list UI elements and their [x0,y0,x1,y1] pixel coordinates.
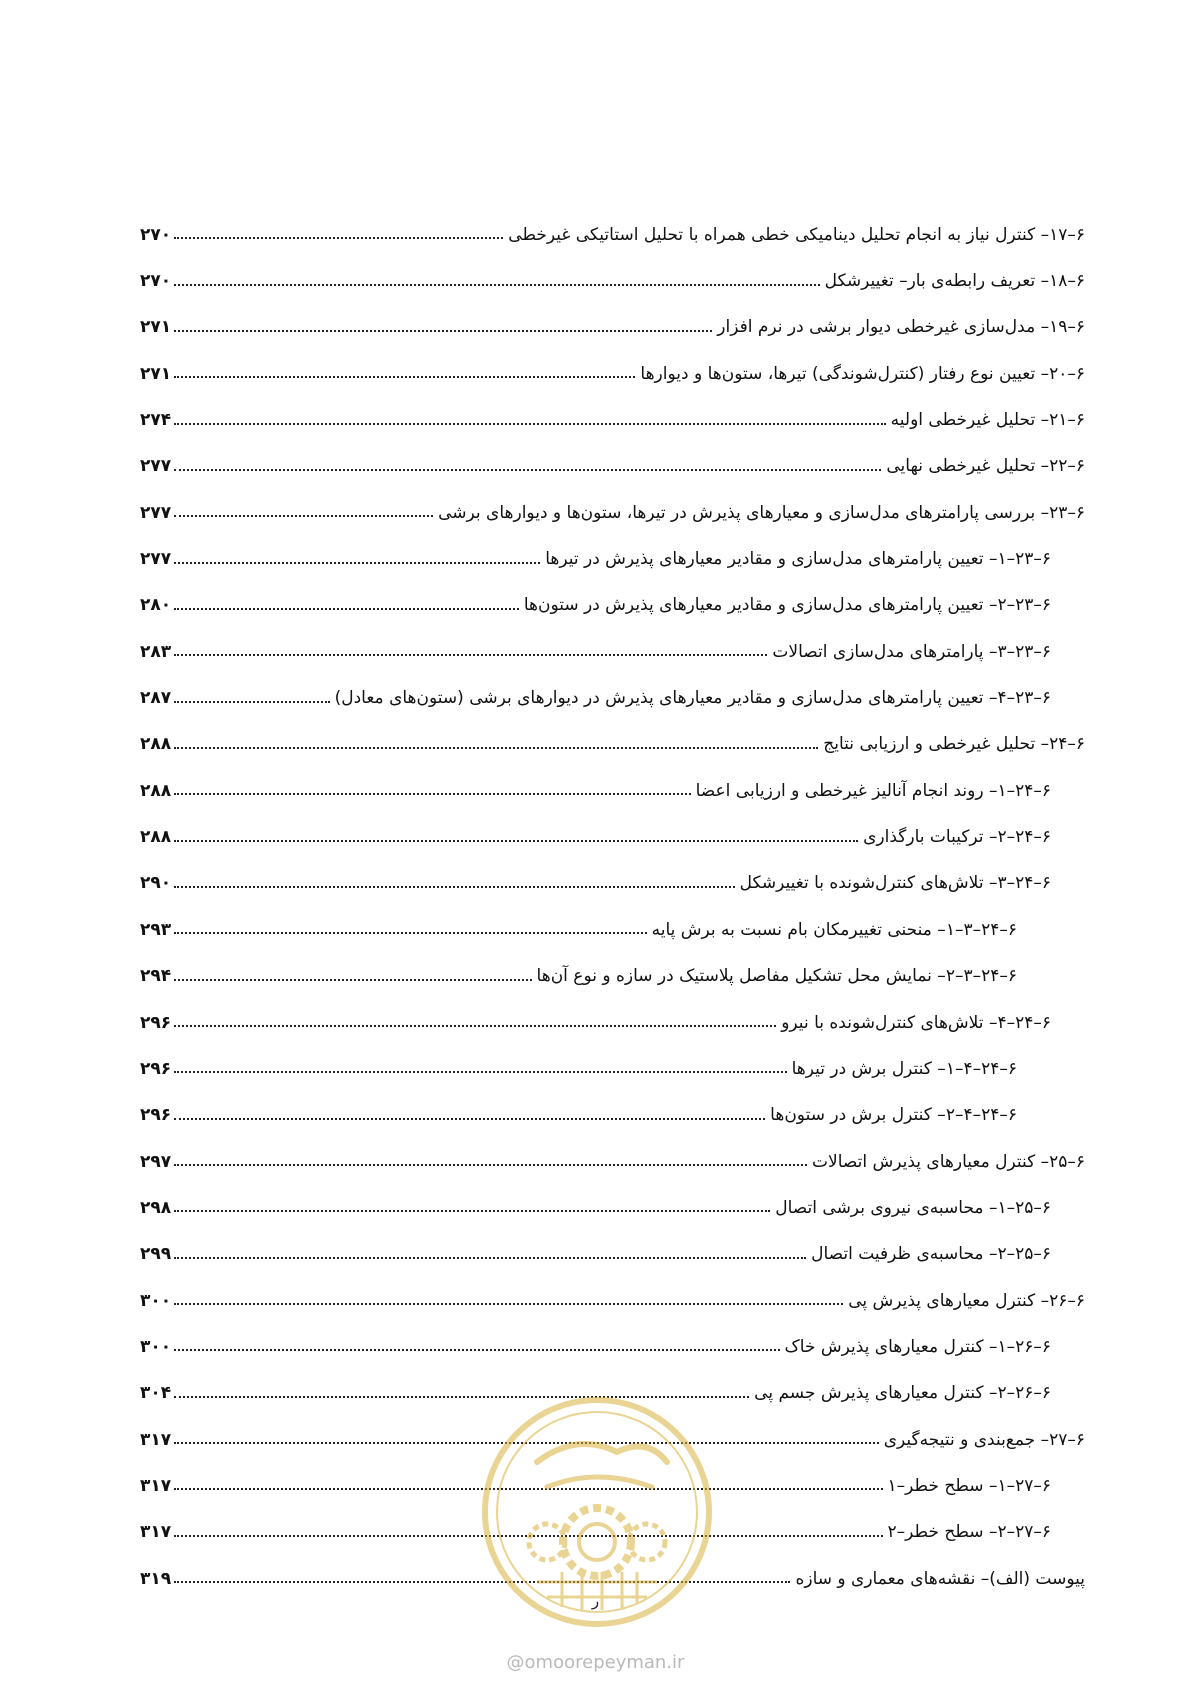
dot-leader [174,515,433,517]
dot-leader [174,1257,806,1259]
toc-entry-page: ۲۹۷ [140,1151,172,1172]
dot-leader [174,793,690,795]
toc-entry-title: ۶–۲۶–۲– کنترل معیارهای پذیرش جسم پی [754,1383,1051,1404]
dot-leader [174,1025,776,1027]
toc-entry-title: ۶–۲۷–۱– سطح خطر–۱ [887,1475,1051,1496]
toc-entry-page: ۲۸۸ [140,734,172,755]
dot-leader [174,562,540,564]
toc-entry[interactable] [140,675,1085,721]
toc-entry[interactable] [140,397,1085,443]
page-number: ر [591,1592,600,1610]
dot-leader [174,654,767,656]
dot-leader [174,1349,779,1351]
toc-entry-title: ۶–۲۷–۲– سطح خطر–۲ [887,1522,1051,1543]
toc-entry[interactable] [140,768,1085,814]
toc-entry[interactable] [140,1000,1085,1046]
toc-entry[interactable] [140,583,1085,629]
toc-entry[interactable] [140,1324,1085,1370]
toc-entry[interactable] [140,1139,1085,1185]
toc-entry-title: ۶–۲۵– کنترل معیارهای پذیرش اتصالات [812,1151,1085,1172]
dot-leader [174,979,531,981]
toc-entry[interactable] [140,258,1085,304]
toc-entry-page: ۲۸۸ [140,780,172,801]
toc-entry-page: ۲۷۱ [140,317,172,338]
toc-entry-page: ۲۷۷ [140,502,172,523]
dot-leader [174,469,881,471]
toc-entry-page: ۲۷۷ [140,456,172,477]
toc-entry-title: ۶–۲۶– کنترل معیارهای پذیرش پی [848,1290,1085,1311]
toc-entry-title: ۶–۲۱– تحلیل غیرخطی اولیه [890,410,1085,431]
toc-entry-title: ۶–۱۸– تعریف رابطه‌ی بار– تغییرشکل [824,271,1085,292]
toc-entry-title: ۶–۱۹– مدل‌سازی غیرخطی دیوار برشی در نرم افزار [717,317,1085,338]
dot-leader [174,1071,786,1073]
toc-entry-title: ۶–۲۴–۴–۱– کنترل برش در تیرها [791,1058,1017,1079]
dot-leader [174,886,734,888]
toc-entry-page: ۲۹۴ [140,966,172,987]
dot-leader [174,330,712,332]
toc-entry-page: ۲۷۰ [140,224,172,245]
toc-entry-title: ۶–۲۷– جمع‌بندی و نتیجه‌گیری [883,1429,1085,1450]
dot-leader [174,284,819,286]
toc-entry-page: ۲۸۸ [140,827,172,848]
dot-leader [174,1210,770,1212]
toc-entry-page: ۲۹۶ [140,1058,172,1079]
dot-leader [174,608,519,610]
dot-leader [174,840,858,842]
toc-entry-title: ۶–۲۵–۱– محاسبه‌ی نیروی برشی اتصال [775,1197,1051,1218]
toc-entry[interactable] [140,305,1085,351]
dot-leader [174,1118,765,1120]
toc-entry-title: ۶–۲۵–۲– محاسبه‌ی ظرفیت اتصال [811,1244,1051,1265]
toc-entry-title: ۶–۲۰– تعیین نوع رفتار (کنترل‌شوندگی) تیرها، ستون‌ها و دیوارها [640,363,1085,384]
dot-leader [174,237,503,239]
toc-entry[interactable] [140,212,1085,258]
toc-entry-page: ۳۰۰ [140,1336,172,1357]
toc-entry[interactable] [140,351,1085,397]
toc-entry-title: ۶–۲۴– تحلیل غیرخطی و ارزیابی نتایج [823,734,1085,755]
toc-entry[interactable] [140,814,1085,860]
toc-entry-page: ۳۰۰ [140,1290,172,1311]
toc-entry-title: پیوست (الف)– نقشه‌های معماری و سازه [795,1568,1085,1589]
toc-entry-title: ۶–۲۴–۳– تلاش‌های کنترل‌شونده با تغییرشکل [739,873,1051,894]
toc-entry-title: ۶–۲۴–۳–۲– نمایش محل تشکیل مفاصل پلاستیک در سازه و نوع آن‌ها [536,966,1017,987]
watermark-url: @omoorepeyman.ir [506,1652,685,1673]
toc-entry[interactable] [140,536,1085,582]
toc-entry-page: ۲۸۰ [140,595,172,616]
toc-entry[interactable] [140,444,1085,490]
dot-leader [174,932,646,934]
toc-entry[interactable] [140,1093,1085,1139]
toc-entry-title: ۶–۲۴–۴– تلاش‌های کنترل‌شونده با نیرو [781,1012,1051,1033]
dot-leader [174,701,329,703]
toc-entry-page: ۲۹۶ [140,1012,172,1033]
toc-entry-page: ۳۱۷ [140,1475,172,1496]
toc-entry[interactable] [140,1046,1085,1092]
toc-entry[interactable] [140,1185,1085,1231]
toc-entry-title: ۶–۲۲– تحلیل غیرخطی نهایی [886,456,1085,477]
toc-entry-page: ۲۷۷ [140,549,172,570]
toc-entry-page: ۲۷۱ [140,363,172,384]
dot-leader [174,1303,843,1305]
toc-entry[interactable] [140,490,1085,536]
toc-entry-page: ۳۱۷ [140,1429,172,1450]
toc-entry[interactable] [140,722,1085,768]
toc-entry[interactable] [140,629,1085,675]
toc-entry[interactable] [140,861,1085,907]
toc-entry-title: ۶–۲۳–۴– تعیین پارامترهای مدل‌سازی و مقادیر معیارهای پذیرش در دیوارهای برشی (ستون‌های معادل) [334,688,1051,709]
toc-entry-page: ۳۰۴ [140,1383,172,1404]
toc-entry[interactable] [140,954,1085,1000]
toc-entry-page: ۲۷۴ [140,410,172,431]
dot-leader [174,747,818,749]
toc-entry-page: ۳۱۹ [140,1568,172,1589]
dot-leader [174,376,635,378]
toc-entry-page: ۲۹۶ [140,1105,172,1126]
dot-leader [174,423,886,425]
toc-entry-title: ۶–۱۷– کنترل نیاز به انجام تحلیل دینامیکی خطی همراه با تحلیل استاتیکی غیرخطی [508,224,1085,245]
dot-leader [174,1164,807,1166]
toc-entry-page: ۲۹۳ [140,919,172,940]
toc-entry-page: ۳۱۷ [140,1522,172,1543]
toc-entry-page: ۲۸۷ [140,688,172,709]
toc-entry-title: ۶–۲۴–۲– ترکیبات بارگذاری [863,827,1051,848]
toc-entry-title: ۶–۲۴–۳–۱– منحنی تغییرمکان بام نسبت به برش پایه [651,919,1017,940]
toc-entry-title: ۶–۲۳– بررسی پارامترهای مدل‌سازی و معیارهای پذیرش در تیرها، ستون‌ها و دیوارهای برشی [438,502,1085,523]
toc-entry[interactable] [140,1232,1085,1278]
toc-entry-page: ۲۸۳ [140,641,172,662]
toc-entry-title: ۶–۲۴–۴–۲– کنترل برش در ستون‌ها [770,1105,1017,1126]
toc-entry-title: ۶–۲۳–۳– پارامترهای مدل‌سازی اتصالات [772,641,1051,662]
toc-entry-title: ۶–۲۶–۱– کنترل معیارهای پذیرش خاک [784,1336,1051,1357]
toc-entry-page: ۲۹۸ [140,1197,172,1218]
toc-entry-title: ۶–۲۴–۱– روند انجام آنالیز غیرخطی و ارزیابی اعضا [695,780,1051,801]
toc-entry-page: ۲۹۹ [140,1244,172,1265]
toc-entry-title: ۶–۲۳–۲– تعیین پارامترهای مدل‌سازی و مقادیر معیارهای پذیرش در ستون‌ها [523,595,1051,616]
toc-entry-title: ۶–۲۳–۱– تعیین پارامترهای مدل‌سازی و مقادیر معیارهای پذیرش در تیرها [545,549,1051,570]
toc-entry[interactable] [140,1278,1085,1324]
toc-entry-page: ۲۹۰ [140,873,172,894]
toc-entry-page: ۲۷۰ [140,271,172,292]
toc-entry[interactable] [140,907,1085,953]
